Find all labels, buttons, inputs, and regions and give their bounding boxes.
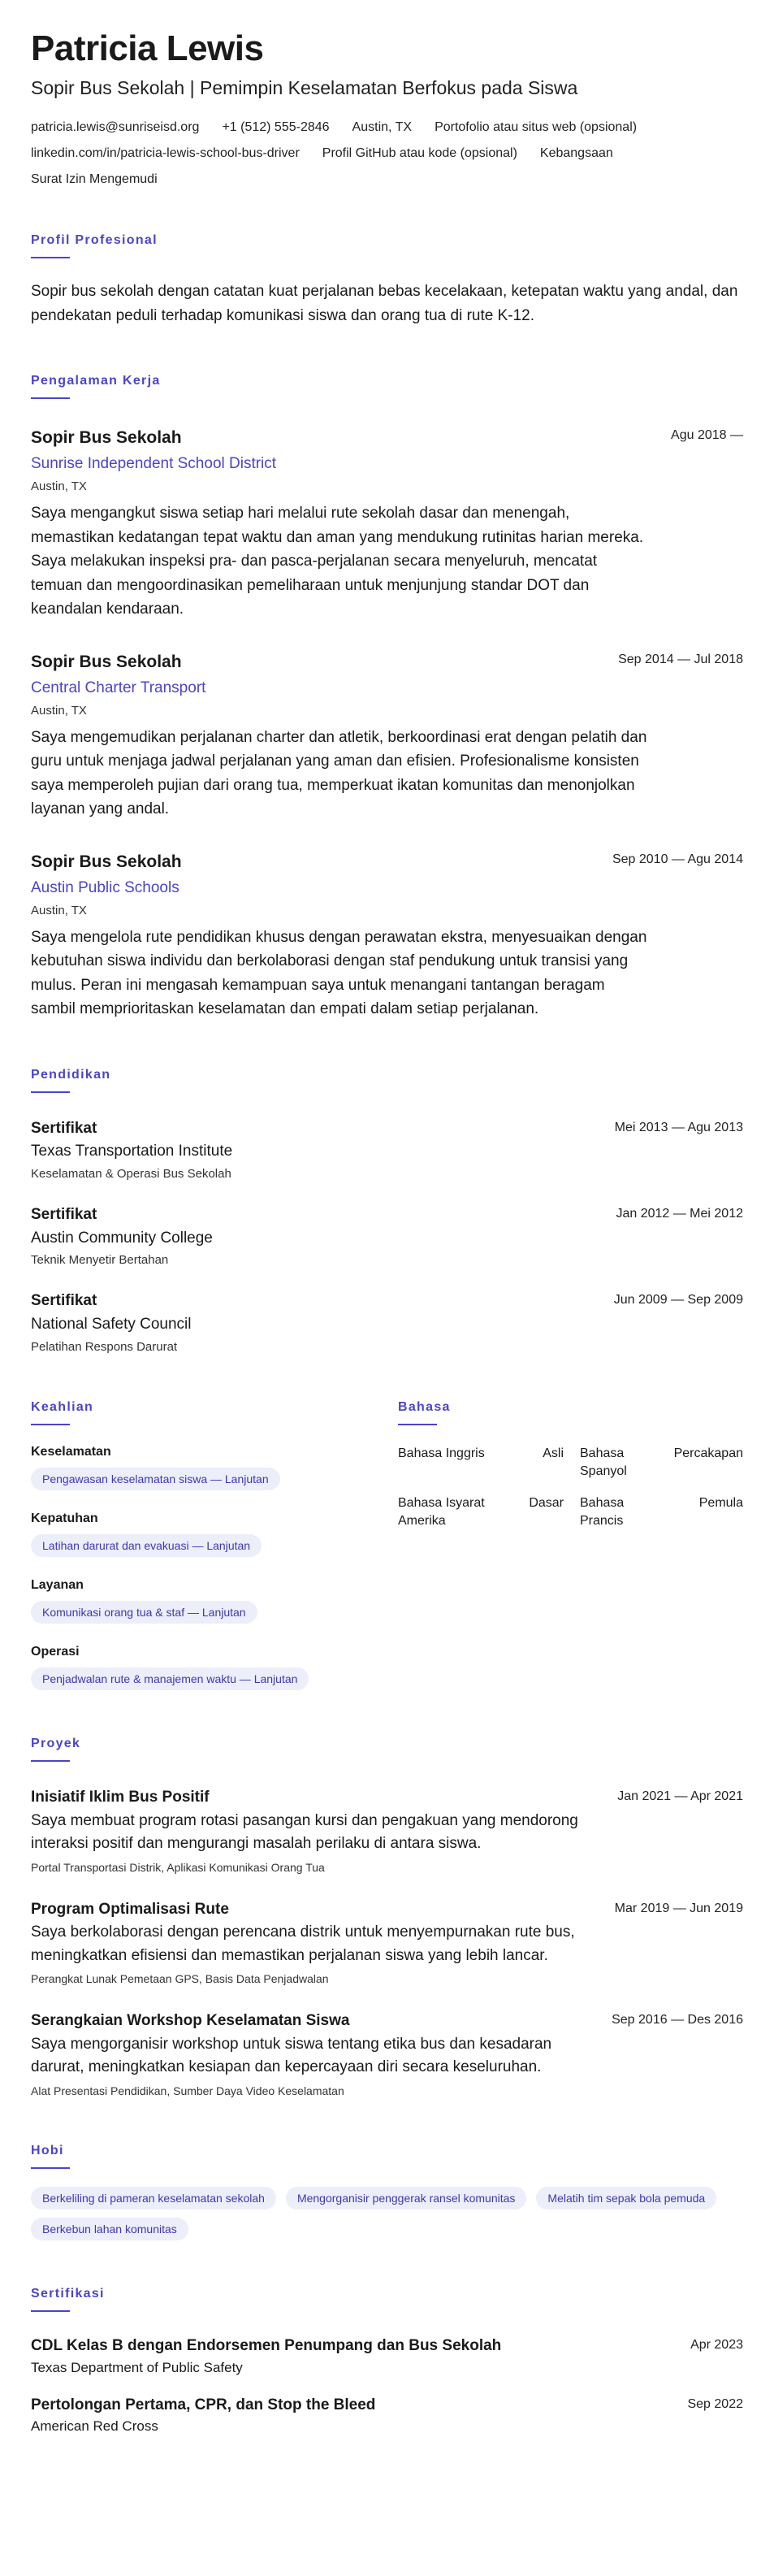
section-profile: [31, 234, 743, 327]
section-title: Keahlian: [31, 1399, 94, 1414]
contact-list: [31, 120, 729, 187]
candidate-subtitle: Sopir Bus Sekolah | Pemimpin Keselamatan Berfokus pada Siswa: [31, 77, 578, 99]
education-degree: Sertifikat: [31, 1292, 97, 1310]
job-description: Saya mengemudikan perjalanan charter dan atletik, berkoordinasi erat dengan pelatih dan guru untuk menjaga jadwal perjalanan yang aman dan efisien. Profesionalisme konsisten saya memperoleh pujian dari orang tua, memperkuat ikatan komunitas dan menonjolkan layanan yang andal.: [31, 728, 647, 818]
project-title: Serangkaian Workshop Keselamatan Siswa: [31, 2012, 350, 2030]
hobby-pill: Berkebun lahan komunitas: [31, 2218, 188, 2240]
section-divider: [31, 1091, 70, 1093]
project-entry: [31, 1900, 743, 1986]
skills-languages-row: [31, 1401, 743, 1690]
skill-category: Keselamatan: [31, 1444, 111, 1459]
skill-pill: Penjadwalan rute & manajemen waktu — Lanjutan: [31, 1667, 309, 1690]
job-title: Sopir Bus Sekolah: [31, 652, 182, 671]
section-title: Bahasa: [398, 1399, 451, 1414]
job-entry: [31, 427, 743, 621]
section-divider: [31, 1424, 70, 1425]
job-company: Central Charter Transport: [31, 679, 206, 696]
contact-email[interactable]: patricia.lewis@sunriseisd.org: [31, 120, 200, 135]
hobby-pill: Melatih tim sepak bola pemuda: [536, 2187, 716, 2210]
project-tech: Perangkat Lunak Pemetaan GPS, Basis Data Penjadwalan: [31, 1972, 329, 1986]
certification-date: Apr 2023: [690, 2337, 743, 2352]
job-description: Saya mengangkut siswa setiap hari melalui rute sekolah dasar dan menengah, memastikan kedatangan tepat waktu dan aman yang mendukung rutinitas harian mereka. Saya melakukan inspeksi pra- dan pasca-perjalanan secara menyeluruh, mencatat temuan dan mengoordinasikan pemeliharaan untuk menjunjung standar DOT dan keandalan kendaraan.: [31, 505, 644, 618]
section-languages: [398, 1401, 743, 1690]
job-dates: Agu 2018 —: [671, 428, 743, 443]
section-projects: [31, 1737, 743, 2097]
project-title: Program Optimalisasi Rute: [31, 1900, 229, 1918]
project-tech: Alat Presentasi Pendidikan, Sumber Daya Video Keselamatan: [31, 2084, 344, 2097]
section-title: Pendidikan: [31, 1067, 111, 1082]
education-field: Keselamatan & Operasi Bus Sekolah: [31, 1167, 231, 1182]
project-entry: [31, 2011, 743, 2097]
education-degree: Sertifikat: [31, 1206, 97, 1224]
skill-pill: Pengawasan keselamatan siswa — Lanjutan: [31, 1468, 280, 1490]
section-hobbies: [31, 2144, 743, 2240]
contact-portfolio[interactable]: Portofolio atau situs web (opsional): [435, 120, 638, 135]
contact-phone[interactable]: +1 (512) 555-2846: [222, 120, 330, 135]
language-name: Bahasa Prancis: [580, 1495, 625, 1529]
contact-linkedin[interactable]: linkedin.com/in/patricia-lewis-school-bus-driver: [31, 146, 300, 161]
skill-category: Kepatuhan: [31, 1511, 98, 1525]
resume-header: [31, 29, 743, 187]
section-skills: [31, 1401, 398, 1690]
section-certifications: [31, 2288, 743, 2435]
contact-github[interactable]: Profil GitHub atau kode (opsional): [322, 146, 517, 161]
project-entry: [31, 1788, 743, 1874]
education-field: Pelatihan Respons Darurat: [31, 1339, 178, 1354]
job-location: Austin, TX: [31, 903, 87, 917]
education-school: Texas Transportation Institute: [31, 1143, 233, 1160]
contact-nationality: Kebangsaan: [539, 146, 613, 161]
project-dates: Sep 2016 — Des 2016: [612, 2013, 743, 2027]
project-title: Inisiatif Iklim Bus Positif: [31, 1788, 210, 1806]
education-school: Austin Community College: [31, 1229, 213, 1247]
job-dates: Sep 2010 — Agu 2014: [612, 852, 743, 866]
language-level: Dasar: [529, 1495, 564, 1510]
certification-issuer: American Red Cross: [31, 2418, 158, 2435]
profile-summary: Sopir bus sekolah dengan catatan kuat perjalanan bebas kecelakaan, ketepatan waktu yang andal, dan pendekatan peduli terhadap komunikasi siswa dan orang tua di rute K-12.: [31, 283, 738, 324]
skill-category: Operasi: [31, 1644, 80, 1659]
language-grid: [398, 1445, 743, 1531]
certification-date: Sep 2022: [687, 2396, 743, 2411]
section-divider: [31, 2167, 70, 2169]
project-description: Saya membuat program rotasi pasangan kursi dan pengakuan yang mendorong interaksi positif dan mengurangi masalah perilaku di antara siswa.: [31, 1811, 578, 1853]
education-dates: Mei 2013 — Agu 2013: [614, 1120, 743, 1134]
education-dates: Jan 2012 — Mei 2012: [616, 1207, 743, 1221]
skill-pill: Latihan darurat dan evakuasi — Lanjutan: [31, 1534, 262, 1557]
job-dates: Sep 2014 — Jul 2018: [618, 652, 743, 666]
education-school: National Safety Council: [31, 1316, 192, 1334]
section-title: Profil Profesional: [31, 233, 158, 248]
certification-name: Pertolongan Pertama, CPR, dan Stop the Bleed: [31, 2396, 376, 2413]
education-field: Teknik Menyetir Bertahan: [31, 1253, 169, 1268]
project-description: Saya berkolaborasi dengan perencana distrik untuk menyempurnakan rute bus, meningkatkan efisiensi dan memastikan perjalanan siswa yang lebih lancar.: [31, 1923, 575, 1964]
job-title: Sopir Bus Sekolah: [31, 852, 182, 871]
certification-entry: [31, 2396, 743, 2435]
section-title: Pengalaman Kerja: [31, 374, 161, 388]
project-description: Saya mengorganisir workshop untuk siswa tentang etika bus dan kesadaran darurat, meningkatkan kesiapan dan kepercayaan diri secara keseluruhan.: [31, 2035, 552, 2076]
hobby-pill: Berkeliling di pameran keselamatan sekolah: [31, 2187, 276, 2210]
section-title: Sertifikasi: [31, 2286, 105, 2301]
language-name: Bahasa Isyarat Amerika: [398, 1495, 485, 1529]
skill-category: Layanan: [31, 1577, 84, 1592]
job-title: Sopir Bus Sekolah: [31, 428, 182, 448]
language-name: Bahasa Inggris: [398, 1446, 485, 1460]
hobby-pill: Mengorganisir penggerak ransel komunitas: [286, 2187, 526, 2210]
education-entry: [31, 1119, 743, 1181]
section-title: Hobi: [31, 2143, 64, 2158]
project-dates: Mar 2019 — Jun 2019: [614, 1901, 743, 1915]
skill-pill: Komunikasi orang tua & staf — Lanjutan: [31, 1601, 257, 1624]
candidate-name: Patricia Lewis: [31, 28, 264, 68]
section-divider: [31, 2310, 70, 2312]
job-description: Saya mengelola rute pendidikan khusus dengan perawatan ekstra, menyesuaikan dengan kebutuhan siswa individu dan berkolaborasi dengan staf pendukung untuk transisi yang mulus. Peran ini mengasah kemampuan saya untuk menangani tantangan beragam sambil memprioritaskan keselamatan dan empati dalam setiap perjalanan.: [31, 928, 647, 1018]
certification-name: CDL Kelas B dengan Endorsemen Penumpang dan Bus Sekolah: [31, 2336, 502, 2354]
language-name: Bahasa Spanyol: [580, 1446, 627, 1479]
contact-location: Austin, TX: [352, 120, 413, 135]
contact-license: Surat Izin Mengemudi: [31, 172, 158, 187]
language-level: Percakapan: [673, 1446, 743, 1460]
certification-issuer: Texas Department of Public Safety: [31, 2359, 243, 2375]
section-experience: [31, 375, 743, 1021]
certification-entry: [31, 2336, 743, 2376]
education-degree: Sertifikat: [31, 1119, 97, 1137]
job-company: Sunrise Independent School District: [31, 455, 277, 473]
project-tech: Portal Transportasi Distrik, Aplikasi Komunikasi Orang Tua: [31, 1860, 325, 1874]
section-education: [31, 1069, 743, 1354]
education-entry: [31, 1205, 743, 1267]
education-dates: Jun 2009 — Sep 2009: [613, 1293, 743, 1308]
hobby-list: [31, 2187, 729, 2240]
project-dates: Jan 2021 — Apr 2021: [617, 1789, 743, 1803]
job-location: Austin, TX: [31, 479, 87, 494]
job-entry: [31, 851, 743, 1021]
job-entry: [31, 651, 743, 822]
section-divider: [31, 257, 70, 258]
section-divider: [398, 1424, 437, 1425]
language-level: Asli: [543, 1446, 564, 1460]
language-level: Pemula: [698, 1495, 743, 1510]
job-company: Austin Public Schools: [31, 878, 179, 896]
section-divider: [31, 1760, 70, 1762]
education-entry: [31, 1291, 743, 1353]
job-location: Austin, TX: [31, 703, 87, 718]
section-divider: [31, 397, 70, 399]
section-title: Proyek: [31, 1736, 81, 1750]
